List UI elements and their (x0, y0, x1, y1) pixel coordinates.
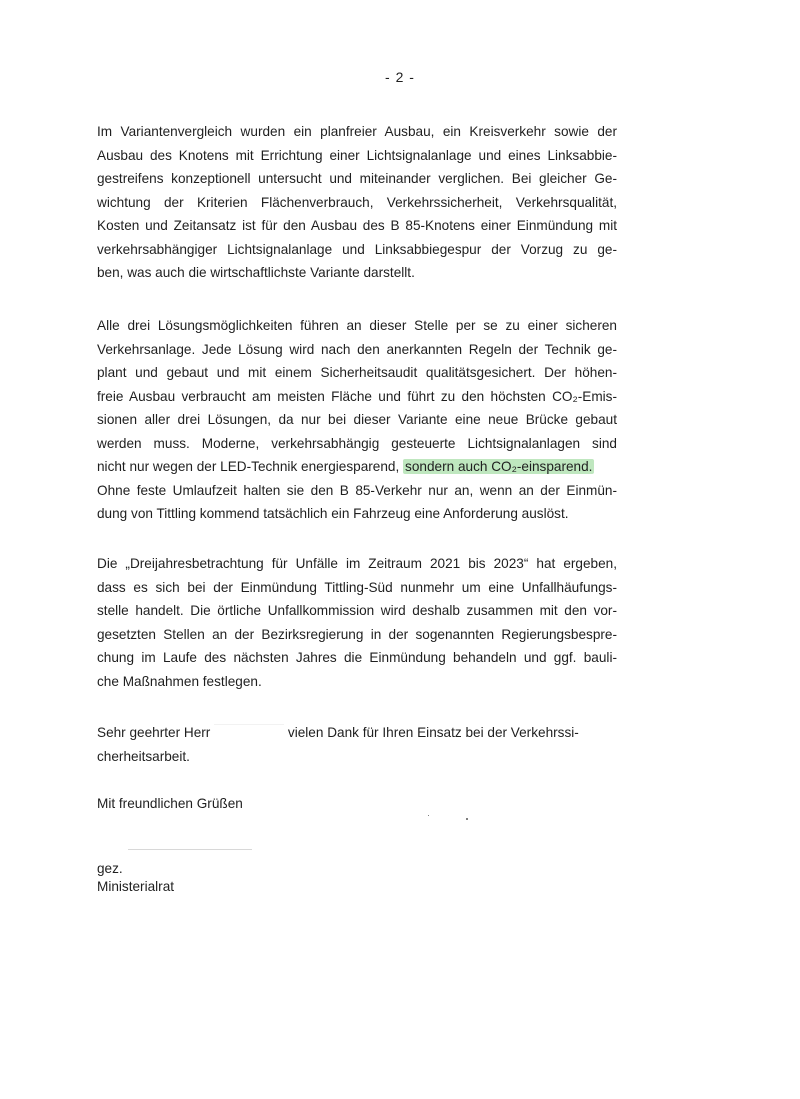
text-line: wichtung der Kriterien Flächenverbrauch, Verkehrssicherheit, Verkehrsqualität, (97, 194, 617, 210)
greeting-block (97, 792, 617, 816)
text-line: plant und gebaut und mit einem Sicherheitsaudit qualitätsgesichert. Der höhen- (97, 365, 617, 380)
text-line-with-redaction (97, 721, 617, 745)
text-line-with-highlight (97, 455, 617, 479)
text-line: sionen aller drei Lösungen, da nur bei dieser Variante eine neue Brücke gebaut (97, 412, 617, 427)
text-segment: vielen Dank für Ihren Einsatz bei der Verkehrssi- (287, 725, 579, 740)
closing-paragraph (97, 721, 617, 768)
scan-speck (428, 815, 429, 816)
text-line: dung von Tittling kommend tatsächlich ein Fahrzeug eine Anforderung auslöst. (97, 506, 569, 521)
signature-gez: gez. (97, 861, 123, 876)
scan-speck (466, 818, 468, 820)
text-line: Verkehrsanlage. Jede Lösung wird nach den anerkannten Regeln der Technik ge- (97, 341, 617, 357)
text-line: ben, was auch die wirtschaftlichste Variante darstellt. (97, 265, 415, 280)
text-line: freie Ausbau verbraucht am meisten Fläche und führt zu den höchsten CO₂-Emis- (97, 388, 617, 404)
text-line: Kosten und Zeitansatz ist für den Ausbau des B 85-Knotens einer Einmündung mit (97, 218, 617, 233)
text-line: gestreifens konzeptionell untersucht und miteinander verglichen. Bei gleicher Ge- (97, 171, 617, 186)
text-line: Ohne feste Umlaufzeit halten sie den B 85-Verkehr nur an, wenn an der Einmün- (97, 482, 617, 498)
text-line: Im Variantenvergleich wurden ein planfreier Ausbau, ein Kreisverkehr sowie der (97, 124, 617, 139)
highlighted-text: sondern auch CO₂-einsparend. (405, 459, 593, 474)
text-line: dass es sich bei der Einmündung Tittling-Süd nunmehr um eine Unfallhäufungs- (97, 579, 617, 595)
paragraph-variant-comparison (97, 120, 617, 285)
text-line: che Maßnahmen festlegen. (97, 673, 262, 689)
redacted-name (214, 724, 284, 742)
signature-block (97, 860, 617, 896)
text-line: stelle handelt. Die örtliche Unfallkommission wird deshalb zusammen mit den vor- (97, 603, 617, 618)
text-line: gesetzten Stellen an der Bezirksregierung in der sogenannten Regierungsbespre- (97, 626, 617, 642)
paragraph-solution-options (97, 314, 617, 526)
text-line: chung im Laufe des nächsten Jahres die Einmündung behandeln und ggf. bauli- (97, 650, 617, 665)
text-line: Die „Dreijahresbetrachtung für Unfälle im Zeitraum 2021 bis 2023“ hat ergeben, (97, 556, 617, 571)
text-segment: Sehr geehrter Herr (97, 725, 211, 740)
paragraph-accident-analysis (97, 552, 617, 693)
signature-title: Ministerialrat (97, 879, 175, 894)
text-line: verkehrsabhängiger Lichtsignalanlage und Linksabbiegespur der Vorzug zu ge- (97, 241, 617, 257)
greeting: Mit freundlichen Grüßen (97, 796, 243, 811)
text-line: Ausbau des Knotens mit Errichtung einer Lichtsignalanlage und eines Linksabbie- (97, 147, 617, 163)
text-line: Alle drei Lösungsmöglichkeiten führen an dieser Stelle per se zu einer sicheren (97, 318, 617, 333)
text-line: cherheitsarbeit. (97, 748, 190, 764)
page-number: - 2 - (385, 69, 415, 85)
signature-line (128, 849, 252, 850)
text-segment: nicht nur wegen der LED-Technik energiesparend, (97, 459, 400, 474)
text-line: werden muss. Moderne, verkehrsabhängig gesteuerte Lichtsignalanlagen sind (97, 435, 617, 451)
